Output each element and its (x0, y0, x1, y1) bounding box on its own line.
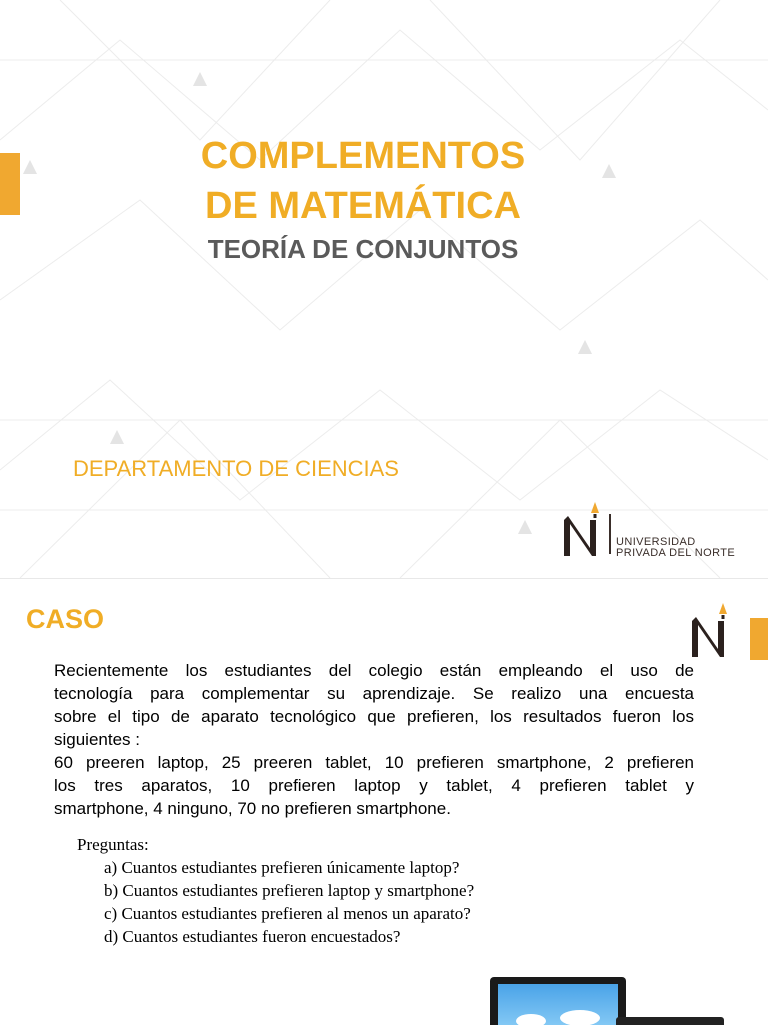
subtitle: TEORÍA DE CONJUNTOS (207, 234, 519, 264)
university-logo (562, 500, 762, 560)
case-slide (0, 578, 768, 1025)
logo-separator (609, 514, 611, 554)
question-item: c) Cuantos estudiantes prefieren al menos un aparato? (104, 904, 471, 923)
case-paragraph (54, 659, 694, 820)
title-line-2: DE MATEMÁTICA (205, 185, 521, 227)
paragraph-line: los tres aparatos, 10 prefieren laptop y tablet, 4 prefieren tablet y (54, 776, 694, 795)
title-line-1: COMPLEMENTOS (200, 135, 526, 177)
paragraph-line: 60 preeren laptop, 25 preeren tablet, 10 prefieren smartphone, 2 prefieren (54, 753, 694, 772)
paragraph-line: sobre el tipo de aparato tecnológico que prefieren, los resultados fueron los (54, 707, 694, 726)
paragraph-line: smartphone, 4 ninguno, 70 no prefieren smartphone. (54, 799, 451, 818)
logo-text-line-1: UNIVERSIDAD (616, 536, 696, 548)
upn-n-logo-icon (562, 500, 606, 558)
question-item: d) Cuantos estudiantes fueron encuestados? (104, 927, 401, 946)
department-label: DEPARTAMENTO DE CIENCIAS (73, 456, 399, 481)
device-screen (498, 984, 618, 1025)
devices-icon (490, 977, 626, 1025)
paragraph-line: Recientemente los estudiantes del colegio están empleando el uso de (54, 661, 694, 680)
cloud-shape (516, 1014, 546, 1025)
question-item: b) Cuantos estudiantes prefieren laptop y smartphone? (104, 881, 475, 900)
accent-bar (750, 618, 768, 660)
logo-text-line-2: PRIVADA DEL NORTE (616, 547, 736, 559)
upn-n-logo-icon (690, 601, 734, 659)
paragraph-line: siguientes : (54, 730, 140, 749)
question-item: a) Cuantos estudiantes prefieren únicamente laptop? (104, 858, 460, 877)
case-heading: CASO (26, 604, 105, 634)
questions-title: Preguntas: (77, 835, 149, 854)
cloud-shape (560, 1010, 600, 1025)
paragraph-line: tecnología para complementar su aprendizaje. Se realizo una encuesta (54, 684, 694, 703)
